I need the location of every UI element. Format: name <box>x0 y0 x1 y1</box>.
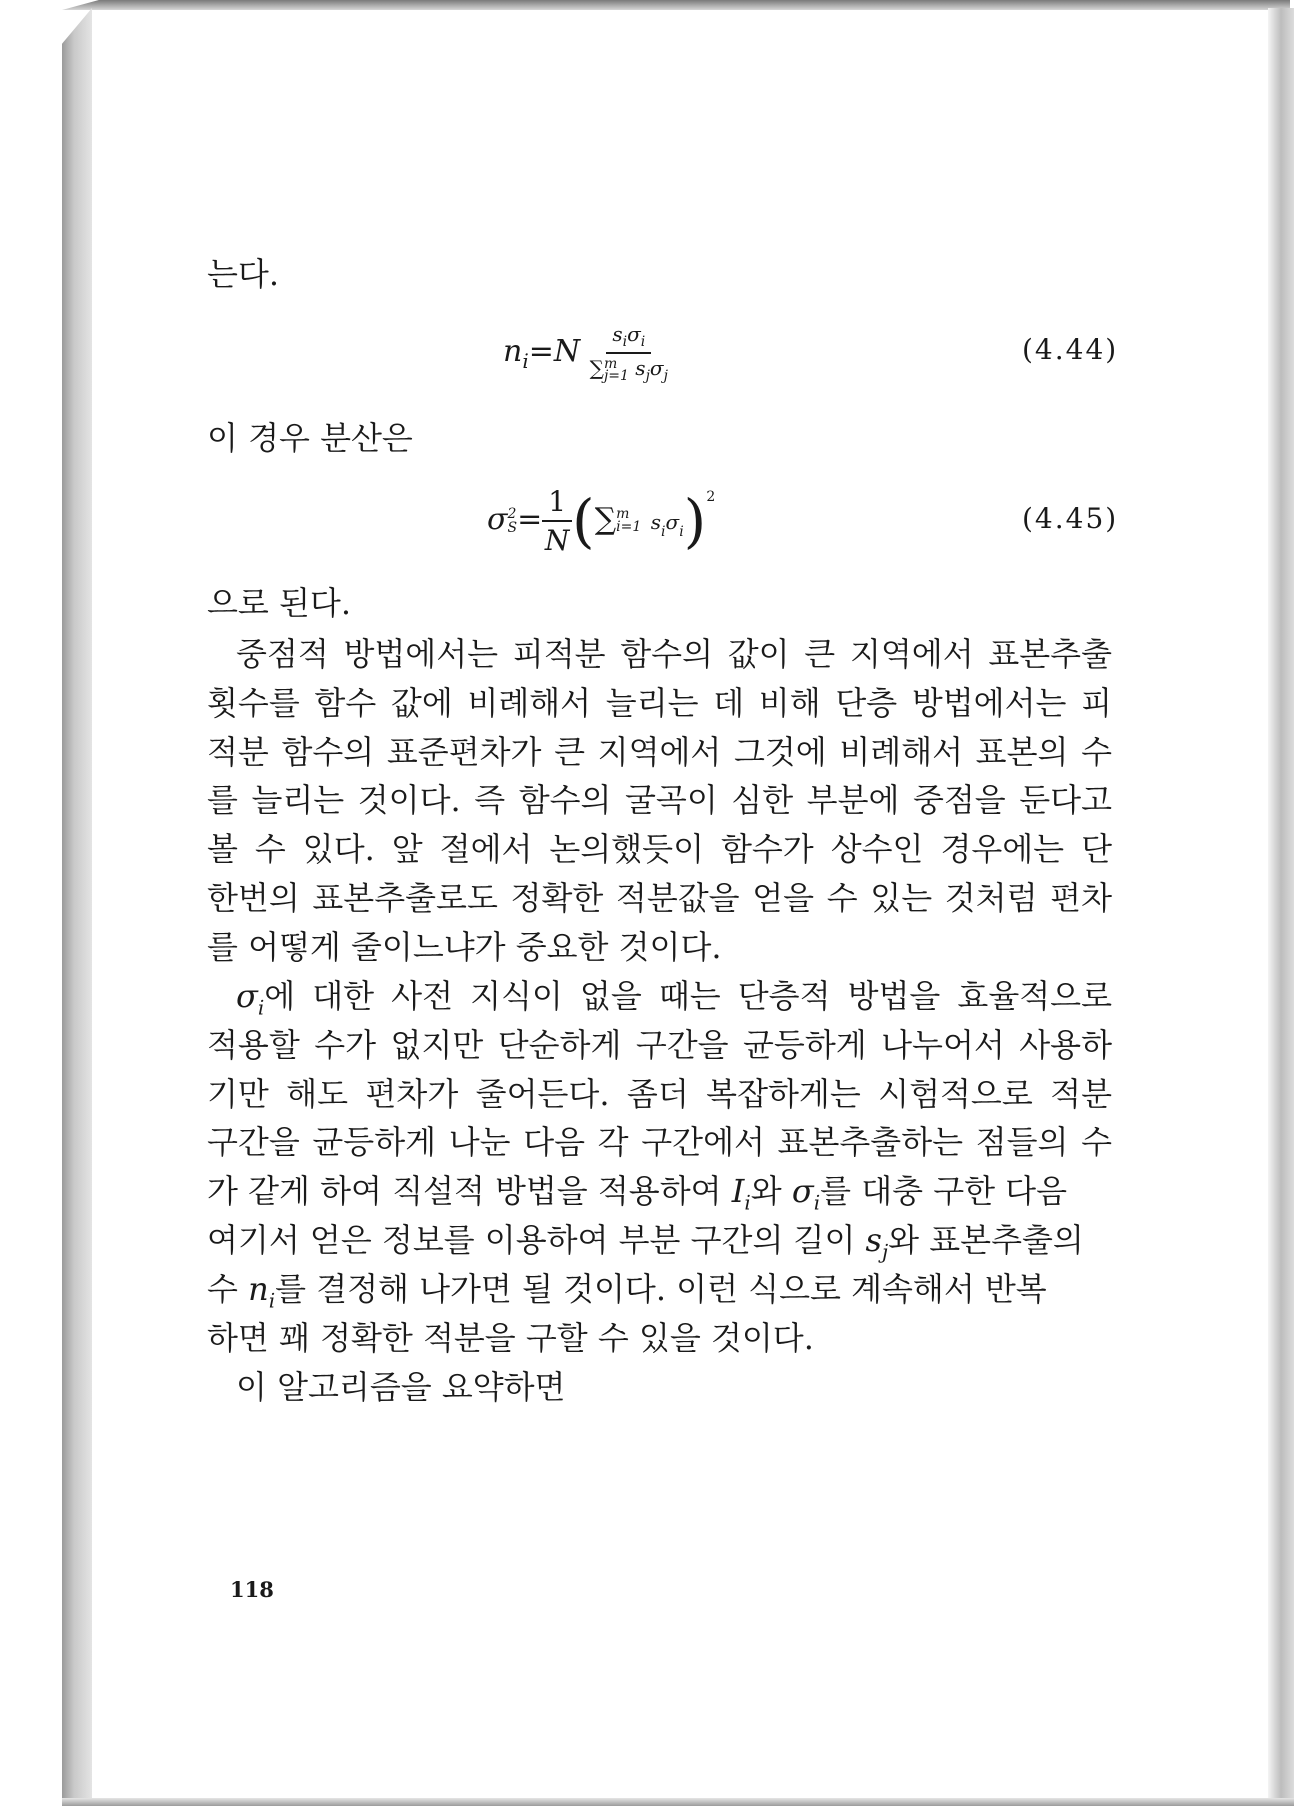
eq44-numerator <box>606 322 651 354</box>
page-number: 118 <box>230 1577 274 1602</box>
text-line <box>207 1269 1112 1320</box>
text-span: 에 대한 사전 지식이 없을 때는 단층적 방법을 효율적으로 <box>264 977 1112 1015</box>
eq44-lhs: n <box>503 334 523 369</box>
eq44-num-s: s <box>612 322 623 346</box>
text-line: 기만 해도 편차가 줄어든다. 좀더 복잡하게는 시험적으로 적분 <box>207 1075 1112 1113</box>
eq45-left-paren: ( <box>572 487 595 555</box>
eq44-equals: =N <box>528 334 581 369</box>
eq45-frac-num: 1 <box>542 485 572 522</box>
text-line <box>207 1171 1112 1222</box>
eq45-fraction <box>542 485 572 557</box>
eq44-den-sigma-sub: j <box>663 368 668 384</box>
equation-number-4-45: (4.45) <box>1022 502 1119 535</box>
eq45-s: s <box>650 510 662 534</box>
text-line: 중점적 방법에서는 피적분 함수의 값이 큰 지역에서 표본추출 <box>236 635 1112 673</box>
I-subscript: i <box>744 1190 751 1215</box>
eq45-s-sub: i <box>661 524 666 540</box>
page-bottom-edge <box>62 1798 1294 1806</box>
eq44-den-sum-sub: j=1 <box>603 367 629 384</box>
eq45-power: 2 <box>706 489 716 505</box>
eq44-den-sum: ∑ <box>589 356 604 380</box>
eq44-num-sigma-sub: i <box>640 334 646 350</box>
text-line: 볼 수 있다. 앞 절에서 논의했듯이 함수가 상수인 경우에는 단 <box>207 830 1112 868</box>
text-line: 횟수를 함수 값에 비례해서 늘리는 데 비해 단층 방법에서는 피 <box>207 684 1112 722</box>
text-line <box>236 976 1112 1027</box>
eq44-den-s: s <box>635 356 646 380</box>
eq44-num-s-sub: i <box>622 334 628 350</box>
sigma-symbol: σ <box>236 977 258 1015</box>
eq45-lhs-sub: S <box>507 520 518 536</box>
text-line: 는다. <box>207 255 279 293</box>
text-line: 으로 된다. <box>207 584 351 622</box>
eq45-sum-sub: i=1 <box>616 519 642 535</box>
text-span: 와 표본추출의 <box>888 1221 1084 1259</box>
text-line: 적분 함수의 표준편차가 큰 지역에서 그것에 비례해서 표본의 수 <box>207 733 1112 771</box>
text-span: 여기서 얻은 정보를 이용하여 부분 구간의 길이 <box>207 1221 866 1259</box>
text-span <box>207 1171 1067 1222</box>
eq45-frac-den: N <box>544 524 570 557</box>
s-symbol: s <box>865 1221 882 1259</box>
text-line: 적용할 수가 없지만 단순하게 구간을 균등하게 나누어서 사용하 <box>207 1026 1112 1064</box>
eq44-den-s-sub: j <box>645 368 650 384</box>
s-subscript: j <box>881 1239 889 1264</box>
text-line: 구간을 균등하게 나눈 다음 각 구간에서 표본추출하는 점들의 수 <box>207 1123 1112 1161</box>
equation-4-45 <box>487 485 715 557</box>
sigma-subscript: i <box>257 995 265 1020</box>
text-line: 하면 꽤 정확한 적분을 구할 수 있을 것이다. <box>207 1319 814 1357</box>
eq45-right-paren: ) <box>683 487 707 555</box>
eq45-sum: ∑ <box>594 502 617 537</box>
page-left-edge <box>62 8 92 1798</box>
n-symbol: n <box>248 1270 269 1308</box>
eq45-lhs-sup: 2 <box>507 506 517 522</box>
eq45-equals: = <box>517 502 543 537</box>
equation-4-44 <box>503 322 668 384</box>
I-symbol: I <box>731 1172 745 1210</box>
text-line: 한번의 표본추출로도 정확한 적분값을 얻을 수 있는 것처럼 편차 <box>207 879 1112 917</box>
sigma-subscript: i <box>813 1190 821 1215</box>
text-line: 를 어떻게 줄이느냐가 중요한 것이다. <box>207 928 722 966</box>
text-span: 를 결정해 나가면 될 것이다. 이런 식으로 계속해서 반복 <box>275 1270 1047 1308</box>
eq45-lhs: σ <box>487 502 508 537</box>
text-line: 이 경우 분산은 <box>207 419 413 457</box>
eq44-den-sigma: σ <box>649 356 664 380</box>
text-span: 수 <box>207 1270 249 1308</box>
eq45-lhs-scripts <box>507 507 517 535</box>
text-line <box>207 1220 1112 1271</box>
eq45-sigma: σ <box>665 510 680 534</box>
n-subscript: i <box>268 1288 276 1313</box>
page-top-edge <box>62 0 1290 10</box>
eq44-den-sum-sup: m <box>603 355 618 372</box>
eq44-denominator <box>590 354 668 384</box>
equation-number-4-44: (4.44) <box>1022 333 1119 366</box>
eq44-fraction <box>590 322 668 384</box>
text-span: 와 <box>750 1172 792 1210</box>
text-span: 가 같게 하여 직설적 방법을 적용하여 <box>207 1172 732 1210</box>
eq44-lhs-sub: i <box>522 349 529 373</box>
eq45-sigma-sub: i <box>679 524 684 540</box>
text-span: 를 대충 구한 다음 <box>820 1172 1068 1210</box>
eq45-sum-sup: m <box>616 506 630 522</box>
text-line: 이 알고리즘을 요약하면 <box>236 1368 566 1406</box>
eq44-num-sigma: σ <box>627 322 641 346</box>
page-right-shadow <box>1268 8 1294 1806</box>
text-line: 를 늘리는 것이다. 즉 함수의 굴곡이 심한 부분에 중점을 둔다고 <box>207 781 1112 819</box>
sigma-symbol: σ <box>791 1172 814 1210</box>
